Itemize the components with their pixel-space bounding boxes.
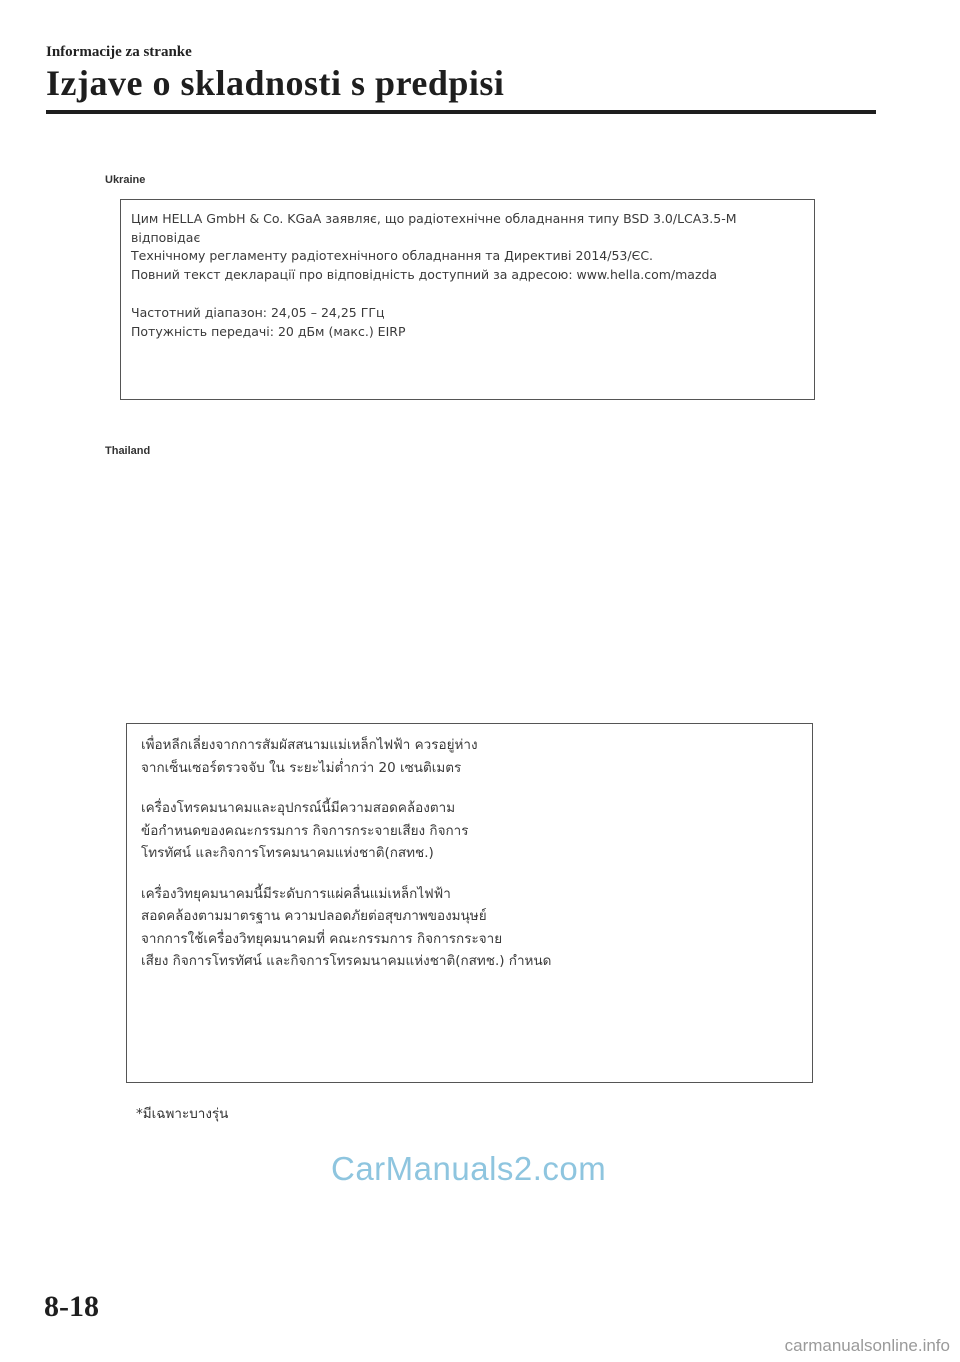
thailand-label: Thailand — [105, 445, 151, 457]
thailand-line-5: โทรทัศน์ และกิจการโทรคมนาคมแห่งชาติ(กสทช.) — [141, 845, 434, 861]
source-watermark: carmanualsonline.info — [784, 1336, 950, 1355]
thailand-line-8: จากการใช้เครื่องวิทยุคมนาคมที่ คณะกรรมการ กิจการกระจาย — [141, 930, 503, 947]
ukraine-notice-box — [120, 199, 815, 400]
page-number: 8-18 — [44, 1290, 99, 1323]
ukraine-line-2: Технічному регламенту радіотехнічного обладнання та Директиві 2014/53/ЄС. — [131, 248, 654, 263]
section-label: Informacije za stranke — [46, 44, 192, 60]
ukraine-line-3: Повний текст декларації про відповідність доступний за адресою: www.hella.com/mazda — [131, 266, 718, 282]
thailand-line-3: เครื่องโทรคมนาคมและอุปกรณ์นี้มีความสอดคล้องตาม — [141, 800, 456, 816]
title-rule — [46, 110, 876, 114]
thailand-notice-box — [126, 723, 813, 1083]
ukraine-line-1: Цим HELLA GmbH & Co. KGaA заявляє, що радіотехнічне обладнання типу BSD 3.0/LCA3.5-M відповідає — [131, 211, 737, 245]
ukraine-line-4: Частотний діапазон: 24,05 – 24,25 ГГц — [131, 305, 385, 320]
thailand-line-2: จากเซ็นเซอร์ตรวจจับ ใน ระยะไม่ต่ำกว่า 20 เซนติเมตร — [141, 759, 462, 776]
page-title: Izjave o skladnosti s predpisi — [46, 63, 505, 103]
ukraine-line-5: Потужність передачі: 20 дБм (макс.) EIRP — [131, 323, 406, 339]
thailand-line-1: เพื่อหลีกเลี่ยงจากการสัมผัสสนามแม่เหล็กไฟฟ้า ควรอยู่ห่าง — [141, 737, 478, 753]
thailand-line-6: เครื่องวิทยุคมนาคมนี้มีระดับการแผ่คลื่นแม่เหล็กไฟฟ้า — [141, 885, 451, 902]
carmanuals-watermark: CarManuals2.com — [331, 1150, 607, 1187]
thailand-line-7: สอดคล้องตามมาตรฐาน ความปลอดภัยต่อสุขภาพของมนุษย์ — [141, 908, 487, 924]
thailand-footnote: *มีเฉพาะบางรุ่น — [136, 1106, 229, 1122]
thailand-line-9: เสียง กิจการโทรทัศน์ และกิจการโทรคมนาคมแห่งชาติ(กสทช.) กำหนด — [141, 953, 552, 969]
thailand-line-4: ข้อกำหนดของคณะกรรมการ กิจการกระจายเสียง กิจการ — [141, 822, 469, 839]
ukraine-label: Ukraine — [105, 174, 146, 186]
